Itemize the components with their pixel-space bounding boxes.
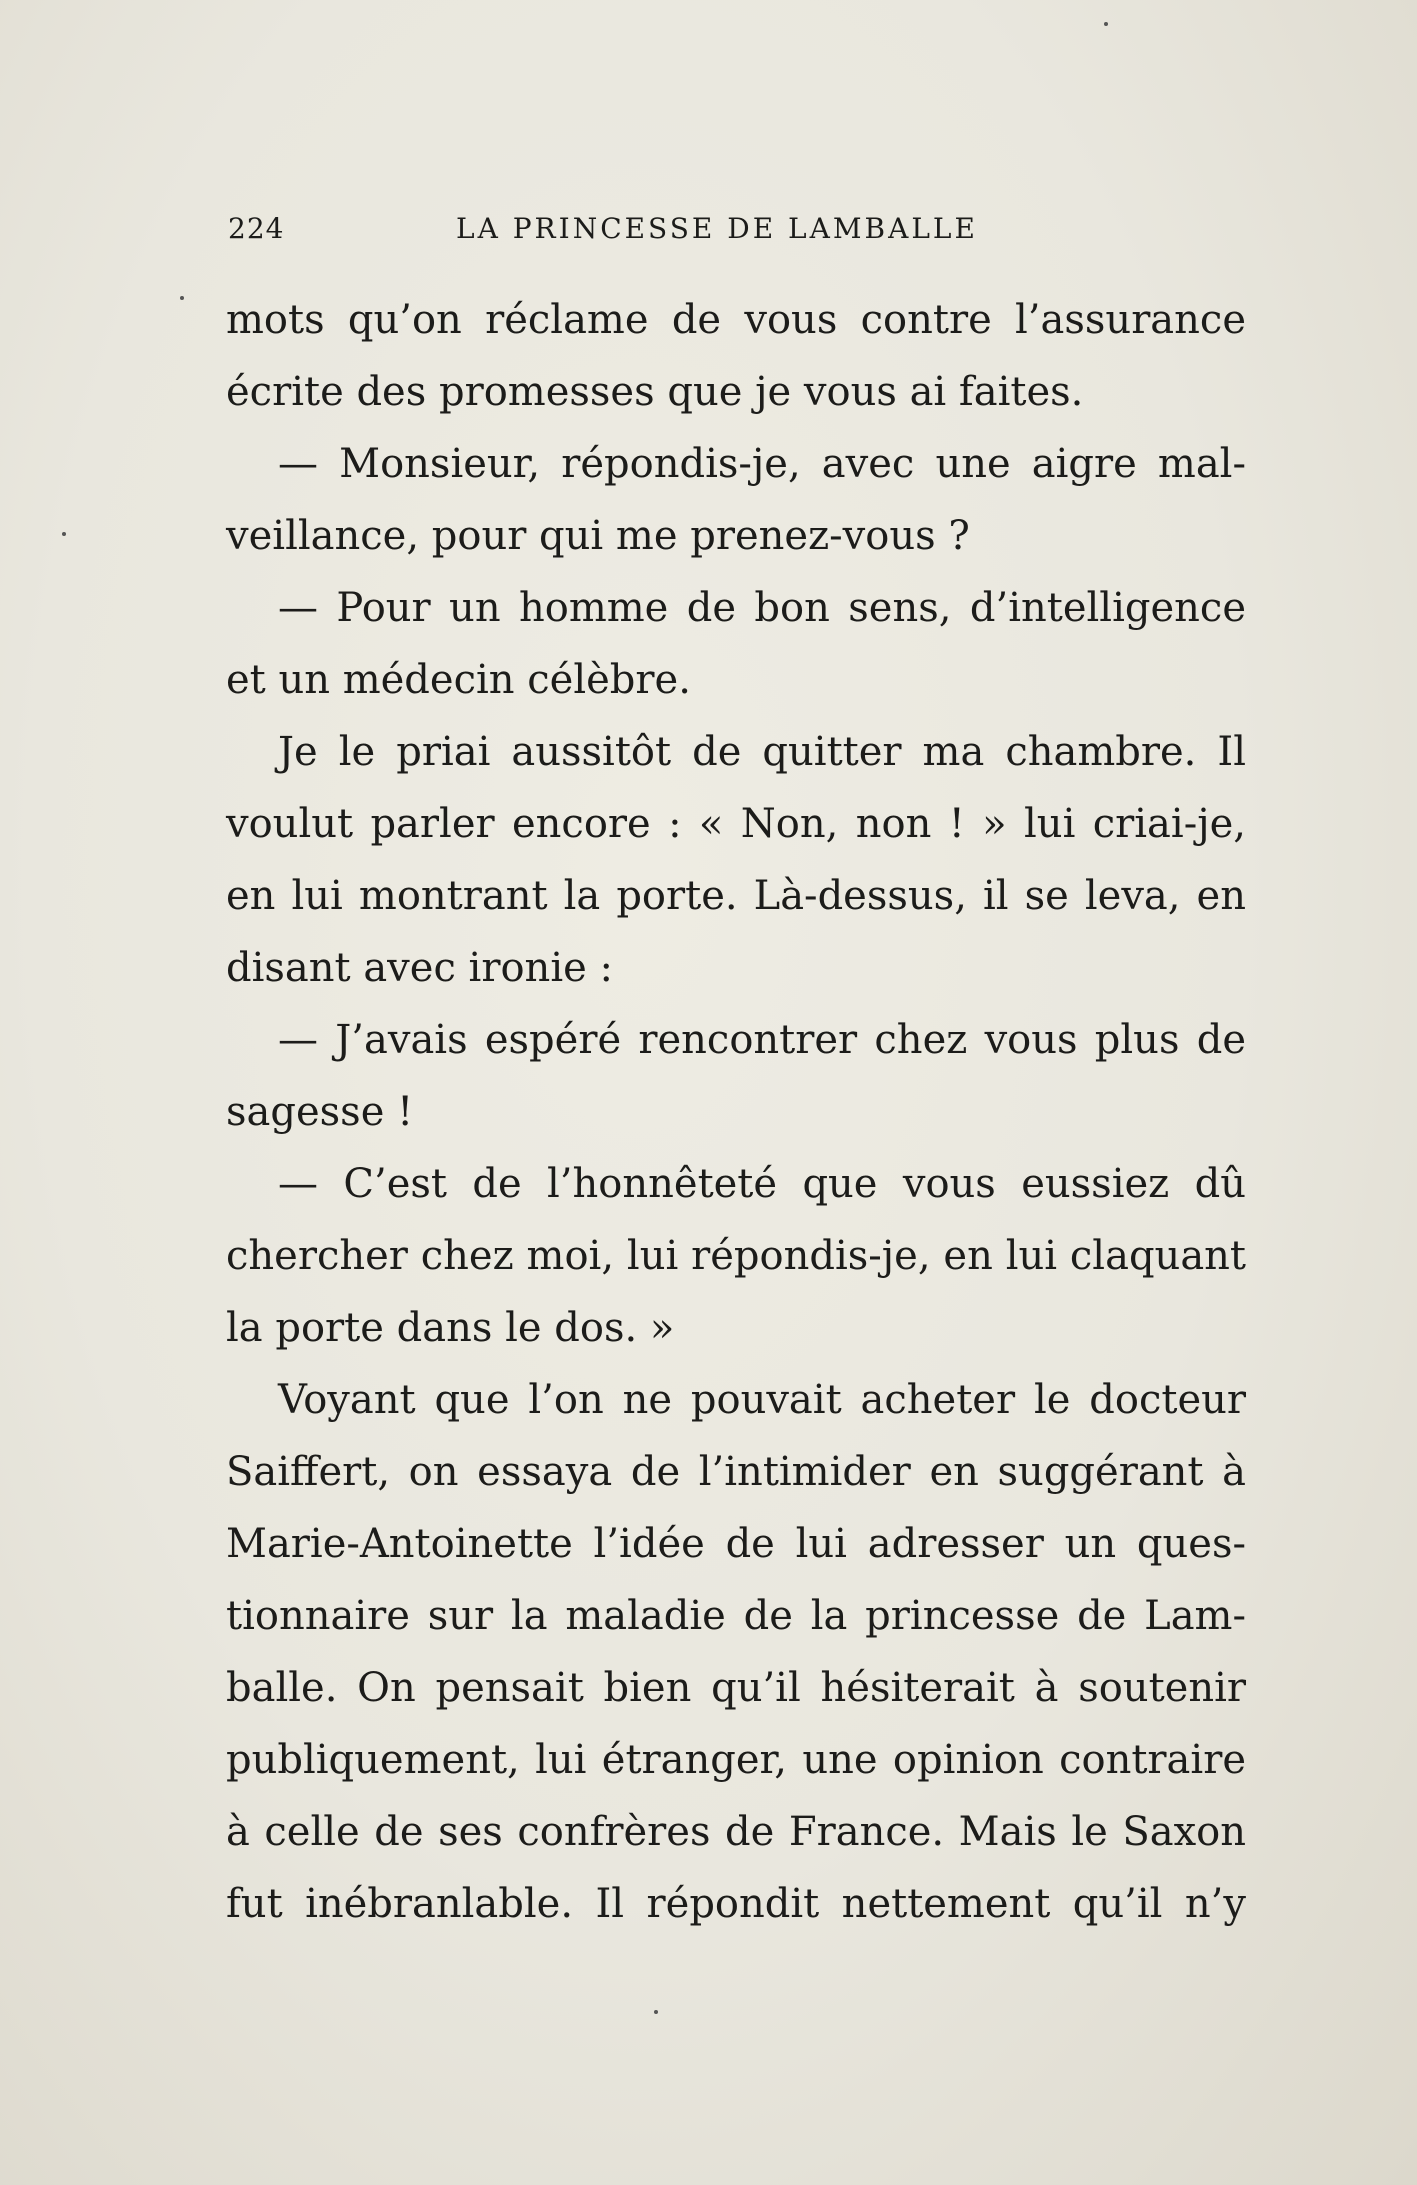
text-line: à celle de ses confrères de France. Mais le Saxon xyxy=(226,1809,1246,1855)
running-title: LA PRINCESSE DE LAMBALLE xyxy=(456,212,978,245)
text-line: sagesse ! xyxy=(226,1089,414,1135)
text-line: et un médecin célèbre. xyxy=(226,657,691,703)
text-line: écrite des promesses que je vous ai faites. xyxy=(226,369,1084,415)
page-number: 224 xyxy=(228,212,285,245)
body-text xyxy=(226,284,1246,1940)
text-line: en lui montrant la porte. Là-dessus, il se leva, en xyxy=(226,873,1246,919)
text-line: Saiffert, on essaya de l’intimider en suggérant à xyxy=(226,1449,1246,1495)
running-head xyxy=(228,212,1248,252)
text-line: disant avec ironie : xyxy=(226,945,613,991)
text-line: voulut parler encore : « Non, non ! » lui criai-je, xyxy=(226,801,1246,847)
text-line: — Pour un homme de bon sens, d’intelligence xyxy=(278,585,1246,631)
text-line: mots qu’on réclame de vous contre l’assurance xyxy=(226,297,1246,343)
text-line: — J’avais espéré rencontrer chez vous plus de xyxy=(278,1017,1246,1063)
paper-speck xyxy=(654,2010,658,2014)
text-line: Marie-Antoinette l’idée de lui adresser un ques- xyxy=(226,1521,1246,1567)
text-line: veillance, pour qui me prenez-vous ? xyxy=(226,513,970,559)
text-line: publiquement, lui étranger, une opinion contraire xyxy=(226,1737,1246,1783)
text-line: Voyant que l’on ne pouvait acheter le docteur xyxy=(278,1377,1246,1423)
text-line: Je le priai aussitôt de quitter ma chambre. Il xyxy=(278,729,1246,775)
text-line: fut inébranlable. Il répondit nettement qu’il n’y xyxy=(226,1881,1246,1927)
paper-speck xyxy=(62,532,66,536)
text-line: balle. On pensait bien qu’il hésiterait à soutenir xyxy=(226,1665,1246,1711)
text-line: — C’est de l’honnêteté que vous eussiez dû xyxy=(278,1161,1246,1207)
text-line: la porte dans le dos. » xyxy=(226,1305,675,1351)
paper-speck xyxy=(180,296,184,300)
paper-speck xyxy=(1104,22,1108,26)
text-line: tionnaire sur la maladie de la princesse de Lam- xyxy=(226,1593,1246,1639)
text-line: chercher chez moi, lui répondis-je, en lui claquant xyxy=(226,1233,1246,1279)
text-line: — Monsieur, répondis-je, avec une aigre mal- xyxy=(278,441,1246,487)
